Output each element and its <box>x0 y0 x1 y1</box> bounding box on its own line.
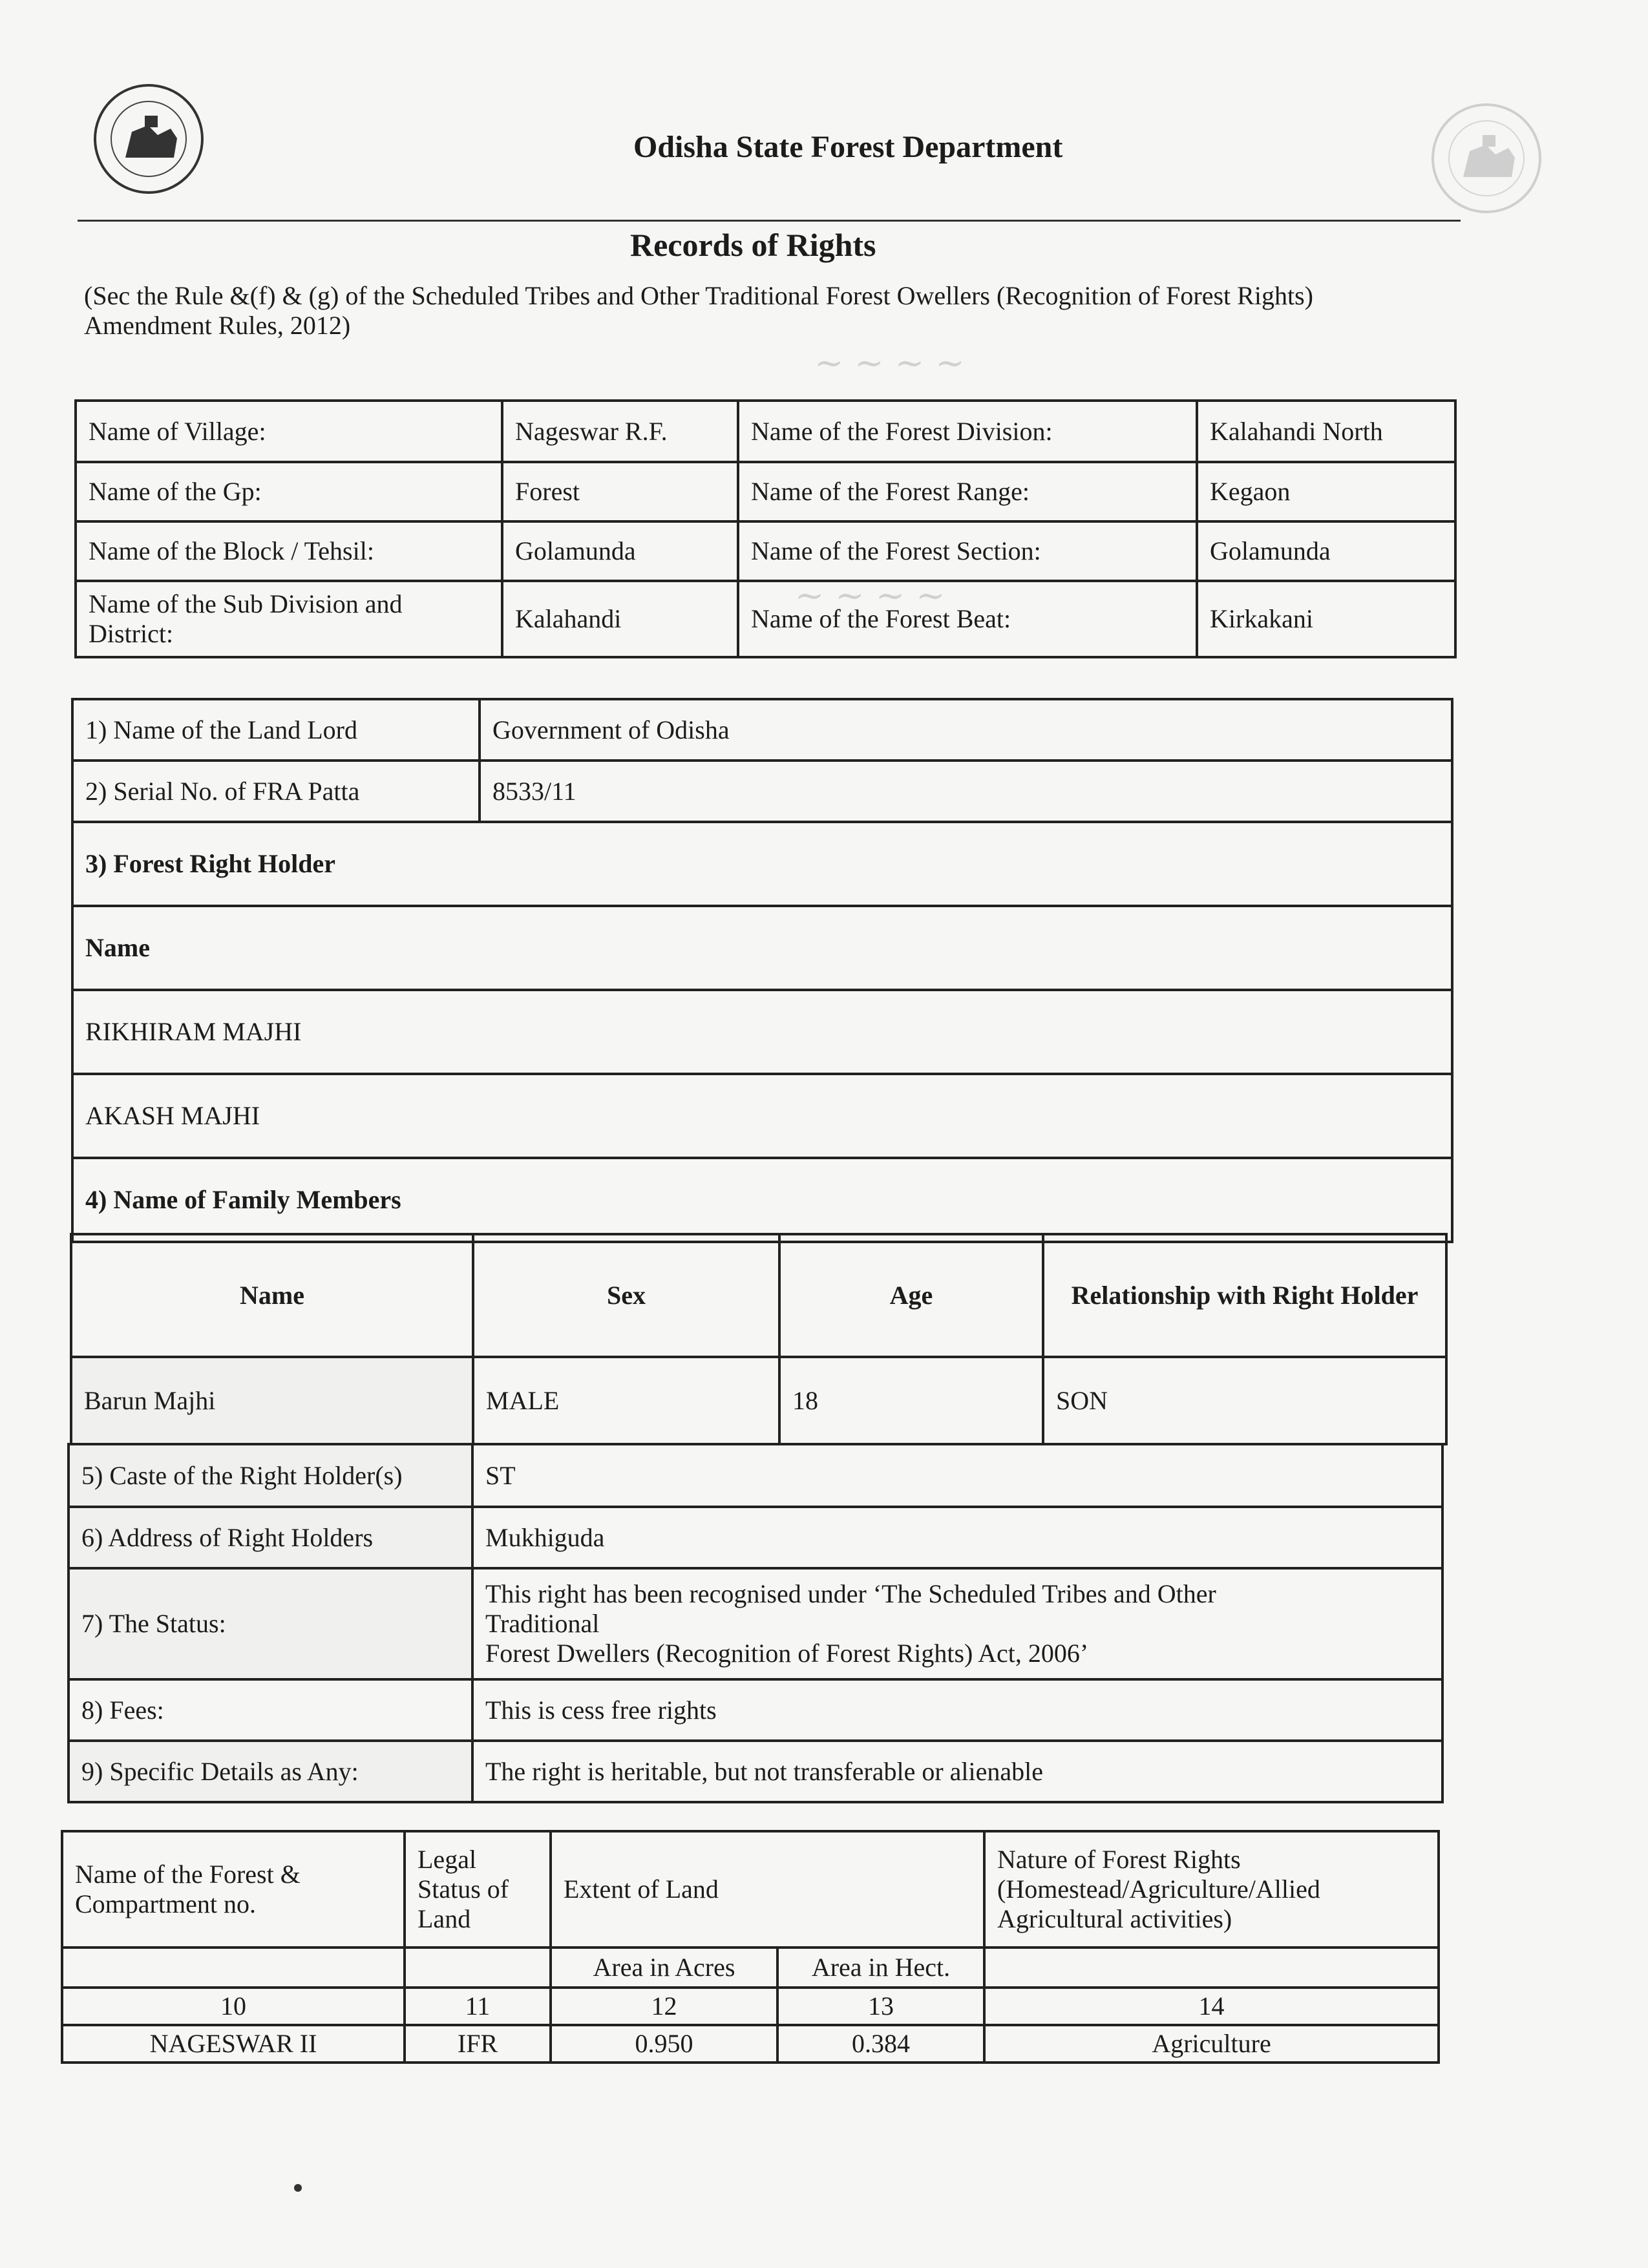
land-sub-acres: Area in Acres <box>551 1948 777 1988</box>
subdivision-value: Kalahandi <box>502 581 738 657</box>
ink-dot <box>294 2184 302 2192</box>
land-col-nature: Nature of Forest Rights (Homestead/Agriculture/Allied Agricultural activities) <box>984 1831 1439 1948</box>
family-table <box>70 1233 1448 1445</box>
land-sub-hect: Area in Hect. <box>777 1948 984 1988</box>
land-empty-cell <box>62 1948 405 1988</box>
status-line: Forest Dwellers (Recognition of Forest Rights) Act, 2006’ <box>485 1639 1089 1668</box>
family-member-sex: MALE <box>473 1357 779 1444</box>
status-table <box>67 1443 1444 1803</box>
gp-label: Name of the Gp: <box>76 462 502 521</box>
family-member-age: 18 <box>779 1357 1043 1444</box>
village-label: Name of Village: <box>76 401 502 462</box>
land-table <box>61 1830 1440 2064</box>
land-empty-cell <box>405 1948 551 1988</box>
status-value <box>472 1568 1442 1679</box>
subdivision-label: Name of the Sub Division and District: <box>76 581 502 657</box>
beat-label: Name of the Forest Beat: <box>738 581 1197 657</box>
range-value: Kegaon <box>1197 462 1455 521</box>
address-label: 6) Address of Right Holders <box>69 1507 472 1568</box>
range-label: Name of the Forest Range: <box>738 462 1197 521</box>
caste-value: ST <box>472 1444 1442 1507</box>
family-col-relation: Relationship with Right Holder <box>1043 1234 1446 1357</box>
land-num-cell: 10 <box>62 1988 405 2025</box>
land-nature-value: Agriculture <box>984 2025 1439 2063</box>
land-num-cell: 12 <box>551 1988 777 2025</box>
land-lord-value: Government of Odisha <box>480 699 1452 761</box>
land-status-value: IFR <box>405 2025 551 2063</box>
caste-label: 5) Caste of the Right Holder(s) <box>69 1444 472 1507</box>
holder-name: RIKHIRAM MAJHI <box>72 990 1452 1074</box>
land-hect-value: 0.384 <box>777 2025 984 2063</box>
holder-name: AKASH MAJHI <box>72 1074 1452 1158</box>
land-col-forest: Name of the Forest & Compartment no. <box>62 1831 405 1948</box>
odisha-emblem-icon <box>94 84 204 194</box>
land-num-cell: 13 <box>777 1988 984 2025</box>
family-member-relation: SON <box>1043 1357 1446 1444</box>
handwriting-trace: ~ ~ ~ ~ <box>814 342 965 383</box>
land-num-cell: 14 <box>984 1988 1439 2025</box>
family-col-name: Name <box>71 1234 473 1357</box>
handwriting-trace: ~ ~ ~ ~ <box>795 575 945 616</box>
gp-value: Forest <box>502 462 738 521</box>
family-col-sex: Sex <box>473 1234 779 1357</box>
status-line: This right has been recognised under ‘The Scheduled Tribes and Other <box>485 1579 1216 1608</box>
land-acres-value: 0.950 <box>551 2025 777 2063</box>
status-line: Traditional <box>485 1609 600 1638</box>
land-num-cell: 11 <box>405 1988 551 2025</box>
location-table <box>74 399 1457 658</box>
land-col-extent: Extent of Land <box>551 1831 984 1948</box>
family-col-age: Age <box>779 1234 1043 1357</box>
status-label: 7) The Status: <box>69 1568 472 1679</box>
beat-value: Kirkakani <box>1197 581 1455 657</box>
land-lord-label: 1) Name of the Land Lord <box>72 699 480 761</box>
details-table <box>71 698 1453 1243</box>
family-member-name: Barun Majhi <box>71 1357 473 1444</box>
land-forest-value: NAGESWAR II <box>62 2025 405 2063</box>
page-title: Records of Rights <box>630 227 876 263</box>
rule-reference: (Sec the Rule &(f) & (g) of the Scheduled Tribes and Other Traditional Forest Owellers (Recognition of Forest Rights) Amendment Rules, 2012) <box>84 281 1313 340</box>
address-value: Mukhiguda <box>472 1507 1442 1568</box>
faint-emblem-icon <box>1431 103 1541 213</box>
serial-value: 8533/11 <box>480 761 1452 822</box>
block-label: Name of the Block / Tehsil: <box>76 521 502 581</box>
name-heading: Name <box>72 906 1452 990</box>
division-value: Kalahandi North <box>1197 401 1455 462</box>
holder-heading: 3) Forest Right Holder <box>72 822 1452 906</box>
division-label: Name of the Forest Division: <box>738 401 1197 462</box>
serial-label: 2) Serial No. of FRA Patta <box>72 761 480 822</box>
family-heading: 4) Name of Family Members <box>72 1158 1452 1242</box>
section-label: Name of the Forest Section: <box>738 521 1197 581</box>
specific-label: 9) Specific Details as Any: <box>69 1741 472 1802</box>
land-empty-cell <box>984 1948 1439 1988</box>
block-value: Golamunda <box>502 521 738 581</box>
fees-label: 8) Fees: <box>69 1679 472 1741</box>
header-divider <box>78 220 1461 222</box>
department-title: Odisha State Forest Department <box>633 130 1063 164</box>
village-value: Nageswar R.F. <box>502 401 738 462</box>
land-col-status: Legal Status of Land <box>405 1831 551 1948</box>
section-value: Golamunda <box>1197 521 1455 581</box>
specific-value: The right is heritable, but not transferable or alienable <box>472 1741 1442 1802</box>
fees-value: This is cess free rights <box>472 1679 1442 1741</box>
